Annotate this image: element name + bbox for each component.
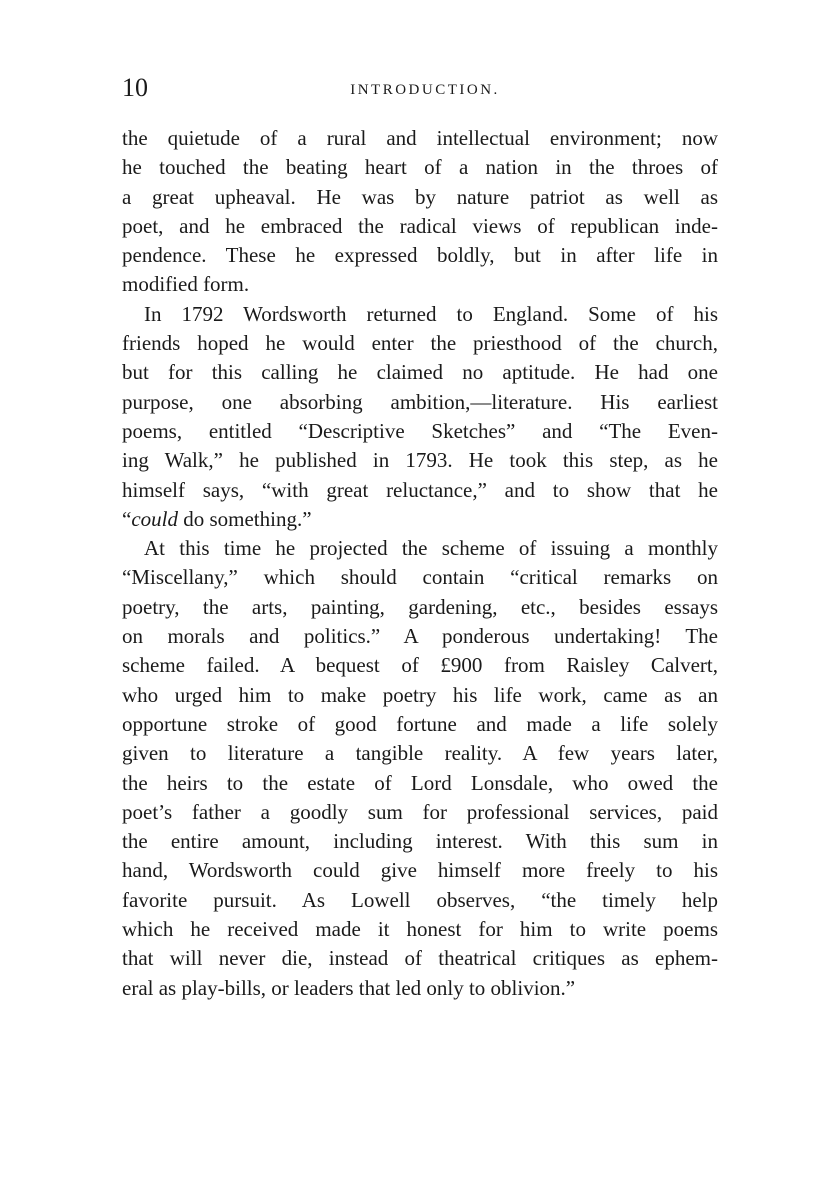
text-line: “Miscellany,” which should contain “critical remarks on [122,565,718,590]
text-line: modified form. [122,272,250,297]
text-line: the entire amount, including interest. With this sum in [122,829,718,854]
text-line: the quietude of a rural and intellectual environment; now [122,126,718,150]
running-head: INTRODUCTION. [350,82,500,98]
text-line: opportune stroke of good fortune and made a life solely [122,711,718,736]
text-line: poet’s father a goodly sum for professional services, paid [122,799,718,824]
italic-word: could [131,506,178,531]
text-line: eral as play-bills, or leaders that led only to oblivion.” [122,975,576,1000]
text-line: In 1792 Wordsworth returned to England. Some of his [144,301,718,326]
text-line: himself says, “with great reluctance,” and to show that he [122,477,718,502]
line-remainder: do something.” [177,506,312,531]
text-line: on morals and politics.” A ponderous undertaking! The [122,624,718,649]
text-line: but for this calling he claimed no aptitude. He had one [122,360,718,385]
text-line: friends hoped he would enter the priesthood of the church, [122,331,718,356]
text-line: poet, and he embraced the radical views of republican inde- [122,213,718,238]
text-line: favorite pursuit. As Lowell observes, “the timely help [122,887,718,912]
text-line: ing Walk,” he published in 1793. He took this step, as he [122,448,718,473]
text-line: a great upheaval. He was by nature patriot as well as [122,184,718,209]
text-line: he touched the beating heart of a nation in the throes of [122,155,718,180]
text-line: At this time he projected the scheme of issuing a monthly [144,536,718,561]
quote-mark: “ [122,506,132,531]
text-line: purpose, one absorbing ambition,—literature. His earliest [122,389,718,414]
text-line: given to literature a tangible reality. A few years later, [122,741,718,766]
text-line: which he received made it honest for him to write poems [122,917,718,942]
text-line: poetry, the arts, painting, gardening, etc., besides essays [122,594,718,619]
body-text [122,124,718,1003]
text-line: poems, entitled “Descriptive Sketches” and “The Even- [122,418,718,443]
text-line: the heirs to the estate of Lord Lonsdale, who owed the [122,770,718,795]
text-line: pendence. These he expressed boldly, but in after life in [122,243,718,268]
text-line: that will never die, instead of theatrical critiques as ephem- [122,946,718,971]
text-line: hand, Wordsworth could give himself more freely to his [122,858,718,883]
text-line: scheme failed. A bequest of £900 from Raisley Calvert, [122,653,718,678]
page-number: 10 [122,73,148,102]
page-header [122,72,718,108]
text-line [122,505,718,534]
text-line: who urged him to make poetry his life work, came as an [122,682,718,707]
